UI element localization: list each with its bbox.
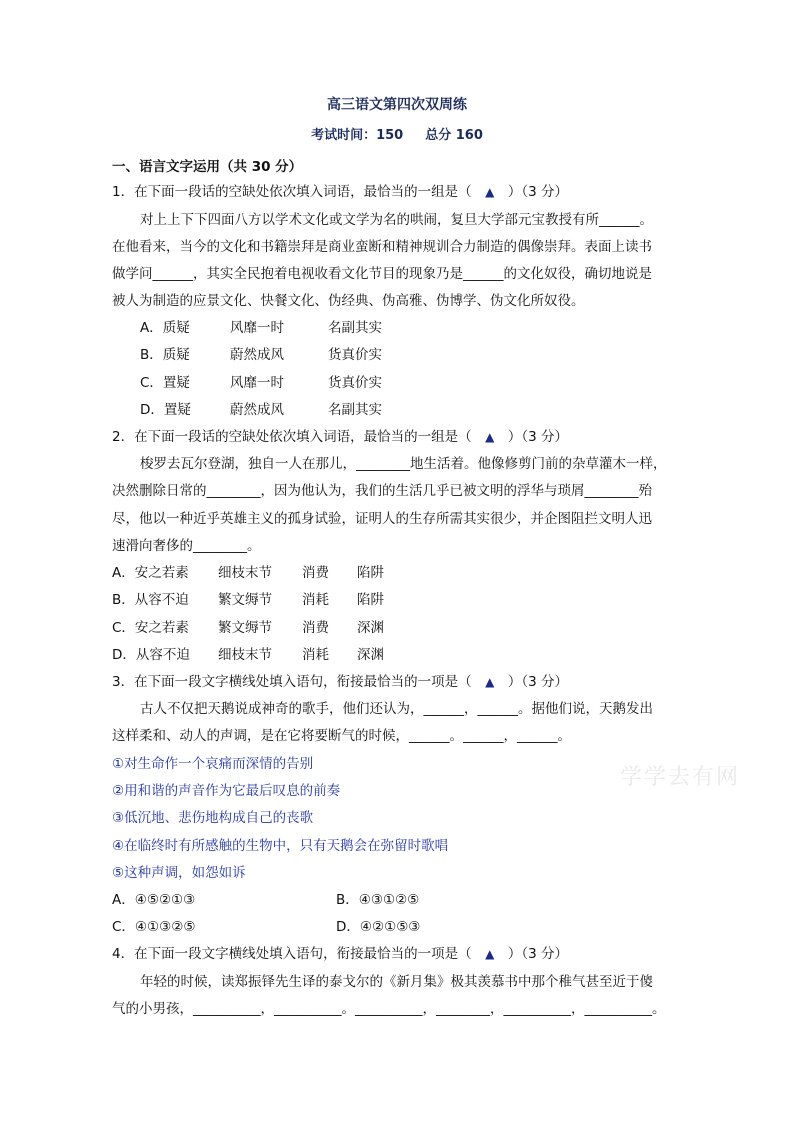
option-word: B．从容不迫 (112, 592, 189, 608)
question-2-paragraph: 梭罗去瓦尔登湖，独自一人在那儿，________地生活着。他像修剪门前的杂草灌木一样， (140, 456, 667, 472)
question-3-options-row (112, 917, 420, 937)
question-3-item: ①对生命作一个哀痛而深情的告别 (112, 756, 314, 772)
option-word: 风靡一时 (230, 375, 284, 391)
watermark: 学学去有网 (620, 765, 741, 790)
option-word: 名副其实 (328, 320, 382, 336)
stem-score: ）（3 分） (494, 674, 568, 690)
option-word: 蔚然成风 (230, 402, 284, 418)
stem-text: 3．在下面一段文字横线处填入语句，衔接最恰当的一项是（ (112, 674, 486, 690)
question-1-option-c (140, 373, 382, 393)
question-1-paragraph: 被人为制造的应景文化、快餐文化、伪经典、伪高雅、伪博学、伪文化所奴役。 (112, 293, 585, 309)
option-word: 繁文缛节 (218, 592, 272, 608)
stem-text: 2．在下面一段话的空缺处依次填入词语，最恰当的一组是（ (112, 429, 486, 445)
exam-time: 考试时间：150 (311, 128, 404, 143)
option-word: 消费 (302, 620, 329, 636)
answer-mark-icon: ▲ (485, 675, 495, 689)
stem-text: 4．在下面一段文字横线处填入语句，衔接最恰当的一项是（ (112, 946, 486, 962)
option-word: D．从容不迫 (112, 647, 190, 663)
answer-mark-icon: ▲ (485, 185, 495, 199)
answer-mark-icon: ▲ (485, 430, 495, 444)
question-3-item: ④在临终时有所感触的生物中，只有天鹅会在弥留时歌唱 (112, 838, 449, 854)
question-3-stem (112, 672, 568, 692)
option-word: 消耗 (302, 592, 329, 608)
page-title: 高三语文第四次双周练 (327, 97, 467, 113)
question-3-option-c: C．④①③②⑤ (112, 919, 196, 935)
option-word: C．安之若素 (112, 620, 189, 636)
question-3-option-d: D．④②①⑤③ (336, 919, 421, 935)
question-1-paragraph: 对上上下下四面八方以学术文化或文学为名的哄闹，复旦大学部元宝教授有所______。 (140, 212, 653, 228)
question-3-options-row (112, 890, 419, 910)
question-1-option-a (140, 318, 382, 338)
question-2-option-b (112, 590, 384, 610)
option-word: 消费 (302, 565, 329, 581)
option-word: 深渊 (357, 647, 384, 663)
question-1-paragraph: 在他看来，当今的文化和书籍崇拜是商业蛮断和精神规训合力制造的偶像崇拜。表面上读书 (112, 239, 652, 255)
option-word: 繁文缛节 (218, 620, 272, 636)
question-3-option-b: B．④③①②⑤ (336, 892, 420, 908)
answer-mark-icon: ▲ (485, 947, 495, 961)
stem-text: 1．在下面一段话的空缺处依次填入词语，最恰当的一组是（ (112, 184, 486, 200)
option-word: 陷阱 (357, 565, 384, 581)
option-word: 货真价实 (328, 347, 382, 363)
stem-score: ）（3 分） (494, 429, 568, 445)
question-3-paragraph: 古人不仅把天鹅说成神奇的歌手，他们还认为，______，______。据他们说，天鹅发出 (140, 701, 653, 717)
question-1-paragraph: 做学问______，其实全民抱着电视收看文化节目的现象乃是______的文化奴役，确切地说是 (112, 266, 652, 282)
question-3-option-a: A．④⑤②①③ (112, 892, 196, 908)
question-2-option-d (112, 645, 384, 665)
option-word: 细枝末节 (218, 647, 272, 663)
question-4-paragraph: 气的小男孩，__________，__________。__________，________，__________，__________。 (112, 1001, 666, 1017)
question-2-stem (112, 427, 568, 447)
question-4-paragraph: 年轻的时候，读郑振铎先生译的泰戈尔的《新月集》极其羡慕书中那个稚气甚至近于傻 (140, 974, 653, 990)
question-1-stem (112, 182, 568, 202)
stem-score: ）（3 分） (494, 946, 568, 962)
question-2-paragraph: 速滑向奢侈的________。 (112, 538, 261, 554)
question-3-item: ⑤这种声调，如怨如诉 (112, 865, 246, 881)
exam-info (0, 124, 794, 143)
total-score: 总分 160 (425, 128, 483, 143)
question-2-paragraph: 尽，他以一种近乎英雄主义的孤身试验，证明人的生存所需其实很少，并企图阻拦文明人迅 (112, 511, 652, 527)
option-word: 货真价实 (328, 375, 382, 391)
option-word: 陷阱 (357, 592, 384, 608)
option-word: 消耗 (302, 647, 329, 663)
question-2-paragraph: 决然删除日常的________，因为他认为，我们的生活几乎已被文明的浮华与琐屑________殆 (112, 483, 652, 499)
stem-score: ）（3 分） (494, 184, 568, 200)
section-heading: 一、语言文字运用（共 30 分） (112, 159, 303, 175)
option-letter: A．质疑 (140, 320, 190, 336)
question-3-item: ②用和谐的声音作为它最后叹息的前奏 (112, 783, 341, 799)
question-1-option-d (140, 400, 382, 420)
option-word: 蔚然成风 (230, 347, 284, 363)
question-3-item: ③低沉地、悲伤地构成自己的丧歌 (112, 810, 314, 826)
option-letter: B．质疑 (140, 347, 190, 363)
option-letter: C．置疑 (140, 375, 190, 391)
option-word: 深渊 (357, 620, 384, 636)
option-word: 名副其实 (328, 402, 382, 418)
question-4-stem (112, 944, 568, 964)
option-word: 细枝末节 (218, 565, 272, 581)
option-letter: D．置疑 (140, 402, 191, 418)
option-word: A．安之若素 (112, 565, 189, 581)
question-3-paragraph: 这样柔和、动人的声调，是在它将要断气的时候，______。______，______。 (112, 728, 571, 744)
question-2-option-c (112, 618, 384, 638)
question-1-option-b (140, 345, 382, 365)
option-word: 风靡一时 (230, 320, 284, 336)
question-2-option-a (112, 563, 384, 583)
